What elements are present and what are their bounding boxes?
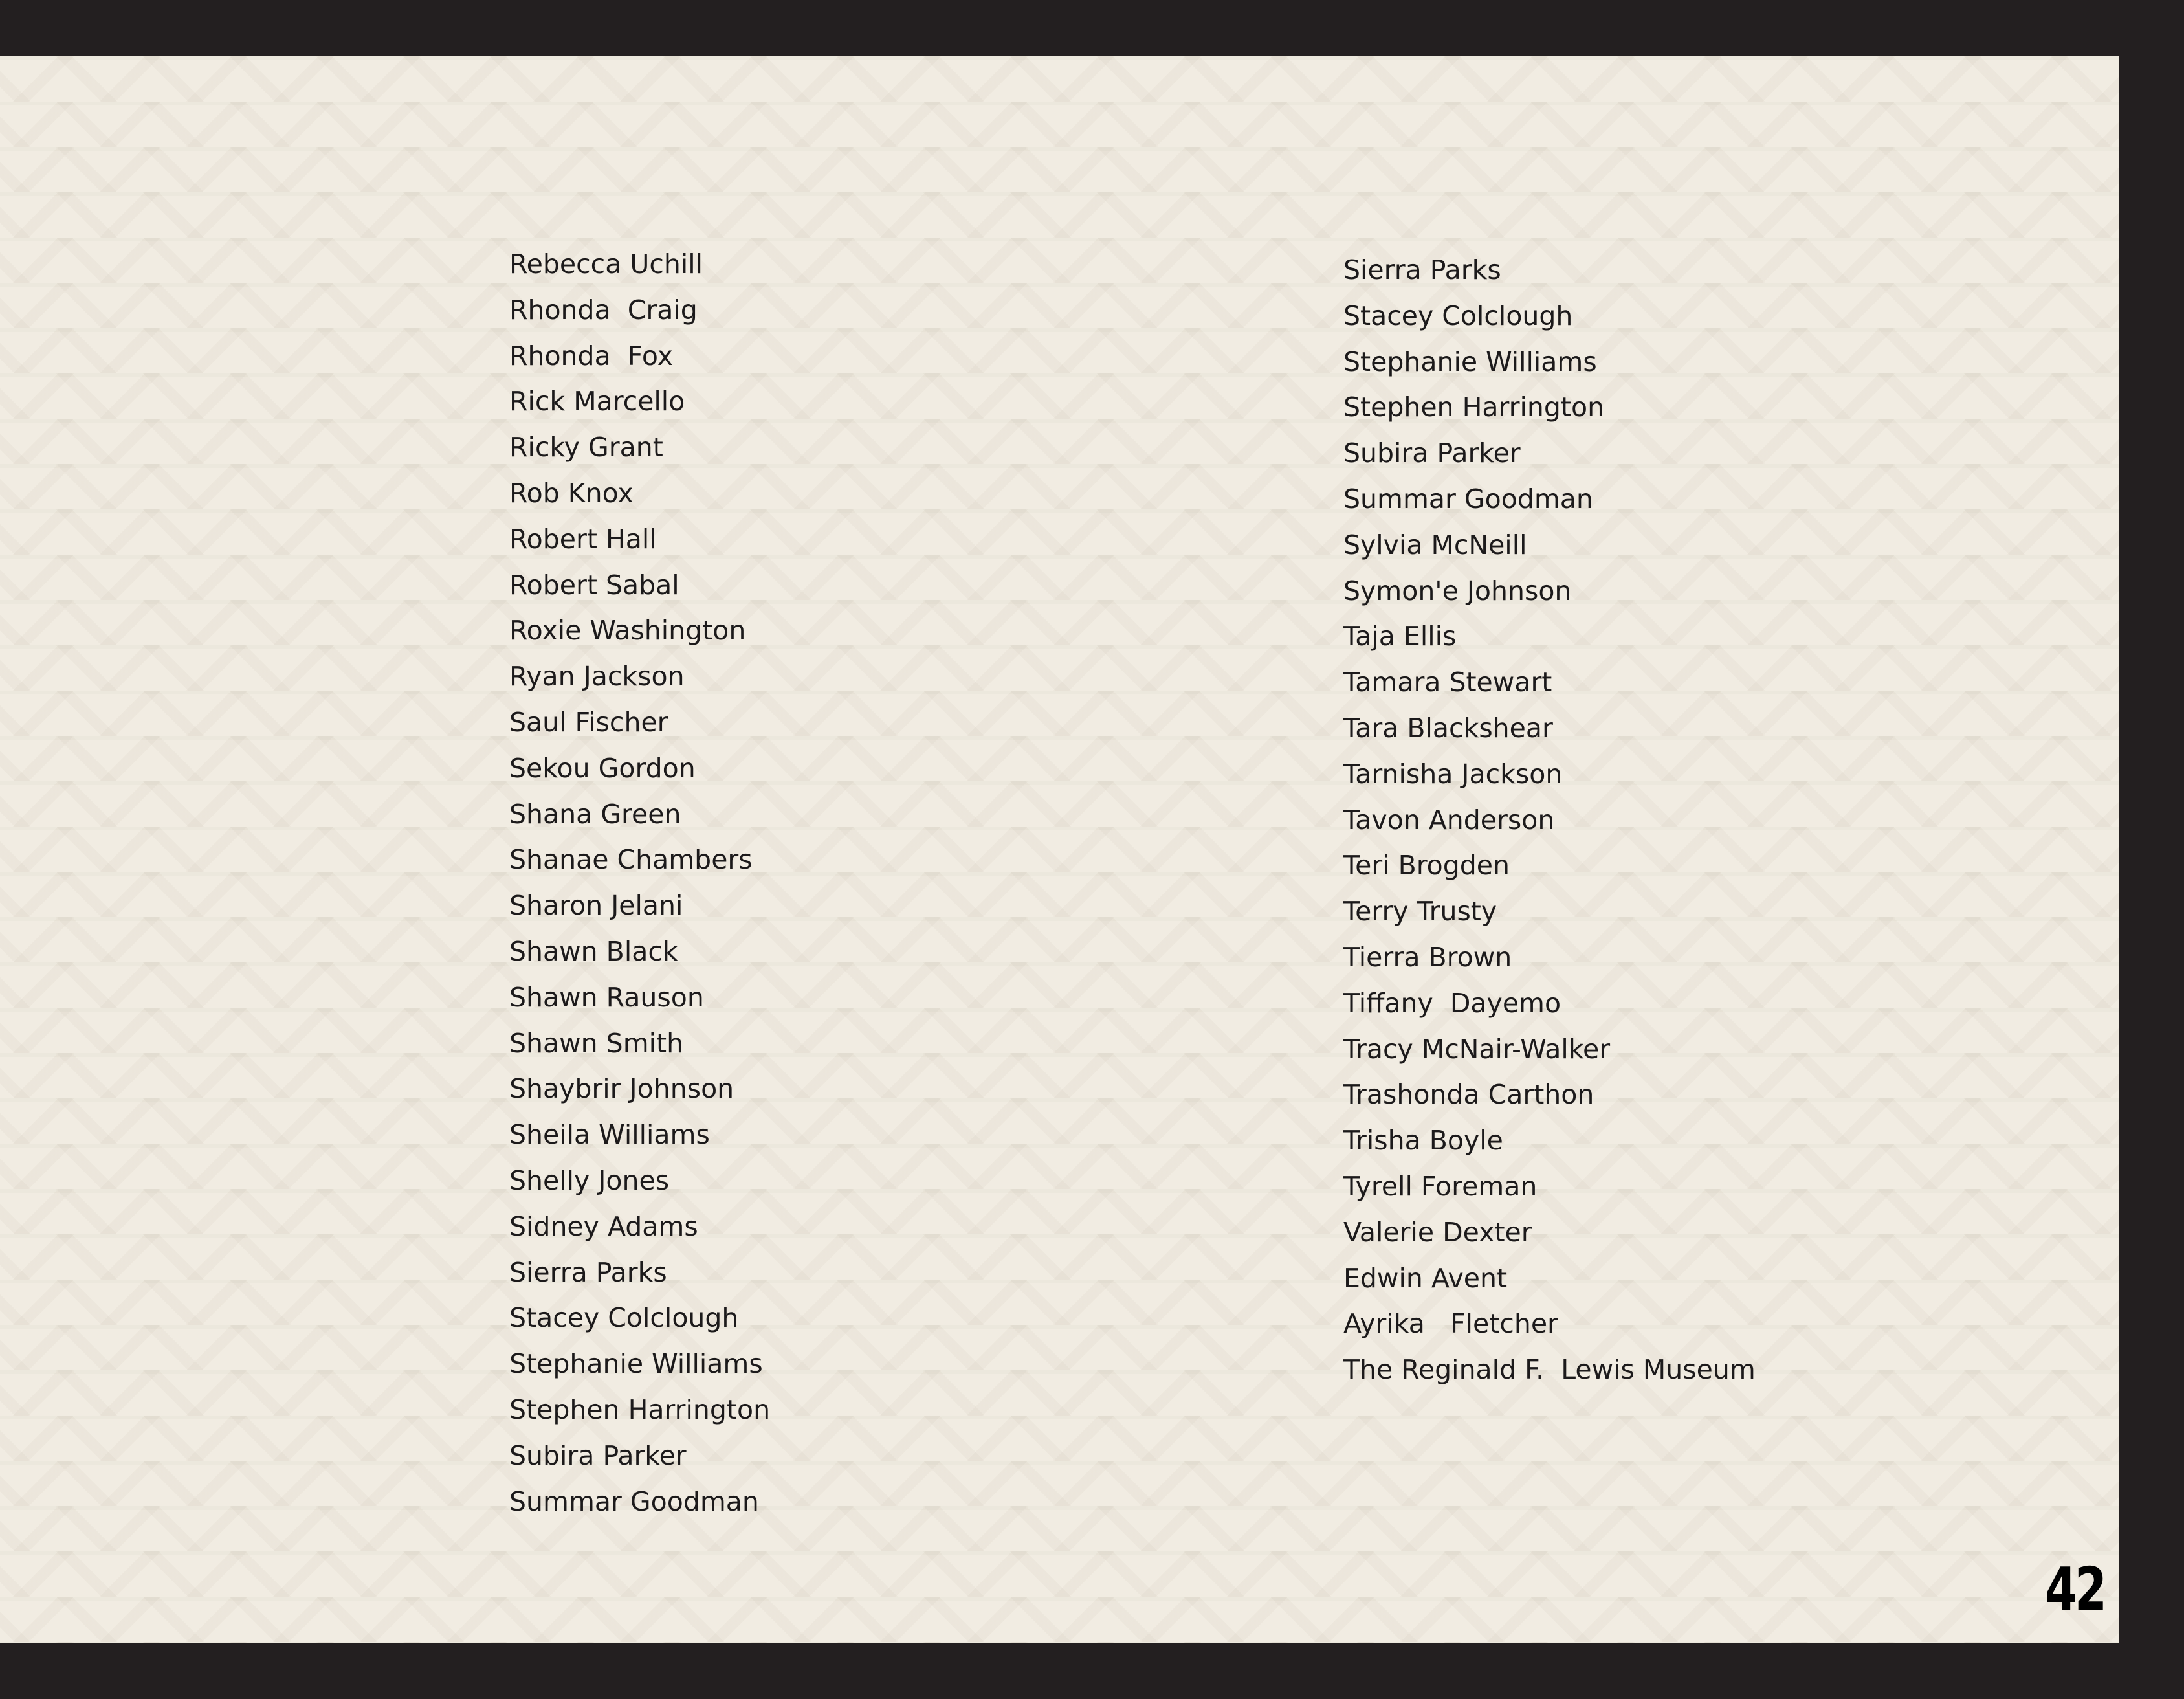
name-list-item: Rhonda Fox bbox=[509, 340, 673, 372]
name-list-item: Shelly Jones bbox=[509, 1164, 670, 1196]
name-list-item: Shawn Black bbox=[509, 935, 678, 967]
page-number: 42 bbox=[2044, 1555, 2104, 1624]
document-page bbox=[0, 56, 2119, 1643]
name-list-item: Stephen Harrington bbox=[509, 1394, 771, 1425]
name-list-item: Valerie Dexter bbox=[1343, 1216, 1532, 1248]
name-list-item: Teri Brogden bbox=[1343, 850, 1510, 882]
name-list-item: Tavon Anderson bbox=[1343, 804, 1555, 836]
name-list-item: Stacey Colclough bbox=[1343, 300, 1573, 331]
name-list-item: Summar Goodman bbox=[1343, 483, 1593, 515]
name-list-item: Stephen Harrington bbox=[1343, 392, 1605, 423]
name-list-item: Sekou Gordon bbox=[509, 752, 696, 784]
name-list-item: Rebecca Uchill bbox=[509, 249, 703, 280]
name-list-right bbox=[1343, 247, 1756, 1393]
name-list-item: Taja Ellis bbox=[1343, 621, 1457, 652]
name-list-item: Ricky Grant bbox=[509, 432, 663, 463]
name-list-item: Robert Sabal bbox=[509, 569, 679, 601]
name-list-item: Ryan Jackson bbox=[509, 661, 685, 693]
name-list-left bbox=[509, 241, 770, 1524]
name-list-item: Sylvia McNeill bbox=[1343, 529, 1527, 561]
name-list-item: Subira Parker bbox=[509, 1439, 687, 1471]
name-list-item: Tracy McNair-Walker bbox=[1343, 1033, 1611, 1065]
name-list-item: Robert Hall bbox=[509, 523, 657, 555]
name-list-item: Tyrell Foreman bbox=[1343, 1170, 1538, 1202]
name-list-item: Shaybrir Johnson bbox=[509, 1073, 734, 1105]
name-list-item: Tierra Brown bbox=[1343, 941, 1512, 973]
name-list-item: Sierra Parks bbox=[509, 1256, 667, 1288]
name-list-item: Sierra Parks bbox=[1343, 254, 1501, 285]
name-list-item: Shawn Rauson bbox=[509, 981, 704, 1013]
name-list-item: Subira Parker bbox=[1343, 438, 1521, 469]
name-list-item: Stephanie Williams bbox=[509, 1348, 763, 1380]
name-list-item: Stephanie Williams bbox=[1343, 346, 1597, 377]
name-list-item: Symon'e Johnson bbox=[1343, 575, 1572, 606]
name-list-item: Trisha Boyle bbox=[1343, 1125, 1503, 1157]
name-list-item: Tamara Stewart bbox=[1343, 667, 1552, 698]
name-list-item: Tarnisha Jackson bbox=[1343, 758, 1563, 790]
name-list-item: Shana Green bbox=[509, 798, 681, 830]
name-list-item: Trashonda Carthon bbox=[1343, 1079, 1594, 1111]
name-list-item: The Reginald F. Lewis Museum bbox=[1343, 1354, 1756, 1386]
name-list-item: Sidney Adams bbox=[509, 1210, 698, 1242]
name-list-item: Rhonda Craig bbox=[509, 294, 698, 326]
name-list-item: Edwin Avent bbox=[1343, 1262, 1508, 1294]
name-list-item: Shawn Smith bbox=[509, 1027, 684, 1059]
name-list-item: Stacey Colclough bbox=[509, 1302, 739, 1334]
name-list-item: Rick Marcello bbox=[509, 386, 685, 417]
name-list-item: Roxie Washington bbox=[509, 615, 746, 647]
name-list-item: Sharon Jelani bbox=[509, 890, 683, 922]
name-list-item: Terry Trusty bbox=[1343, 896, 1497, 927]
name-list-item: Rob Knox bbox=[509, 477, 634, 509]
name-list-item: Tara Blackshear bbox=[1343, 712, 1553, 744]
name-list-item: Sheila Williams bbox=[509, 1119, 710, 1151]
name-list-item: Ayrika Fletcher bbox=[1343, 1308, 1558, 1340]
name-list-item: Shanae Chambers bbox=[509, 844, 753, 876]
name-list-item: Summar Goodman bbox=[509, 1485, 759, 1517]
name-list-item: Tiffany Dayemo bbox=[1343, 987, 1561, 1019]
name-list-item: Saul Fischer bbox=[509, 706, 668, 738]
